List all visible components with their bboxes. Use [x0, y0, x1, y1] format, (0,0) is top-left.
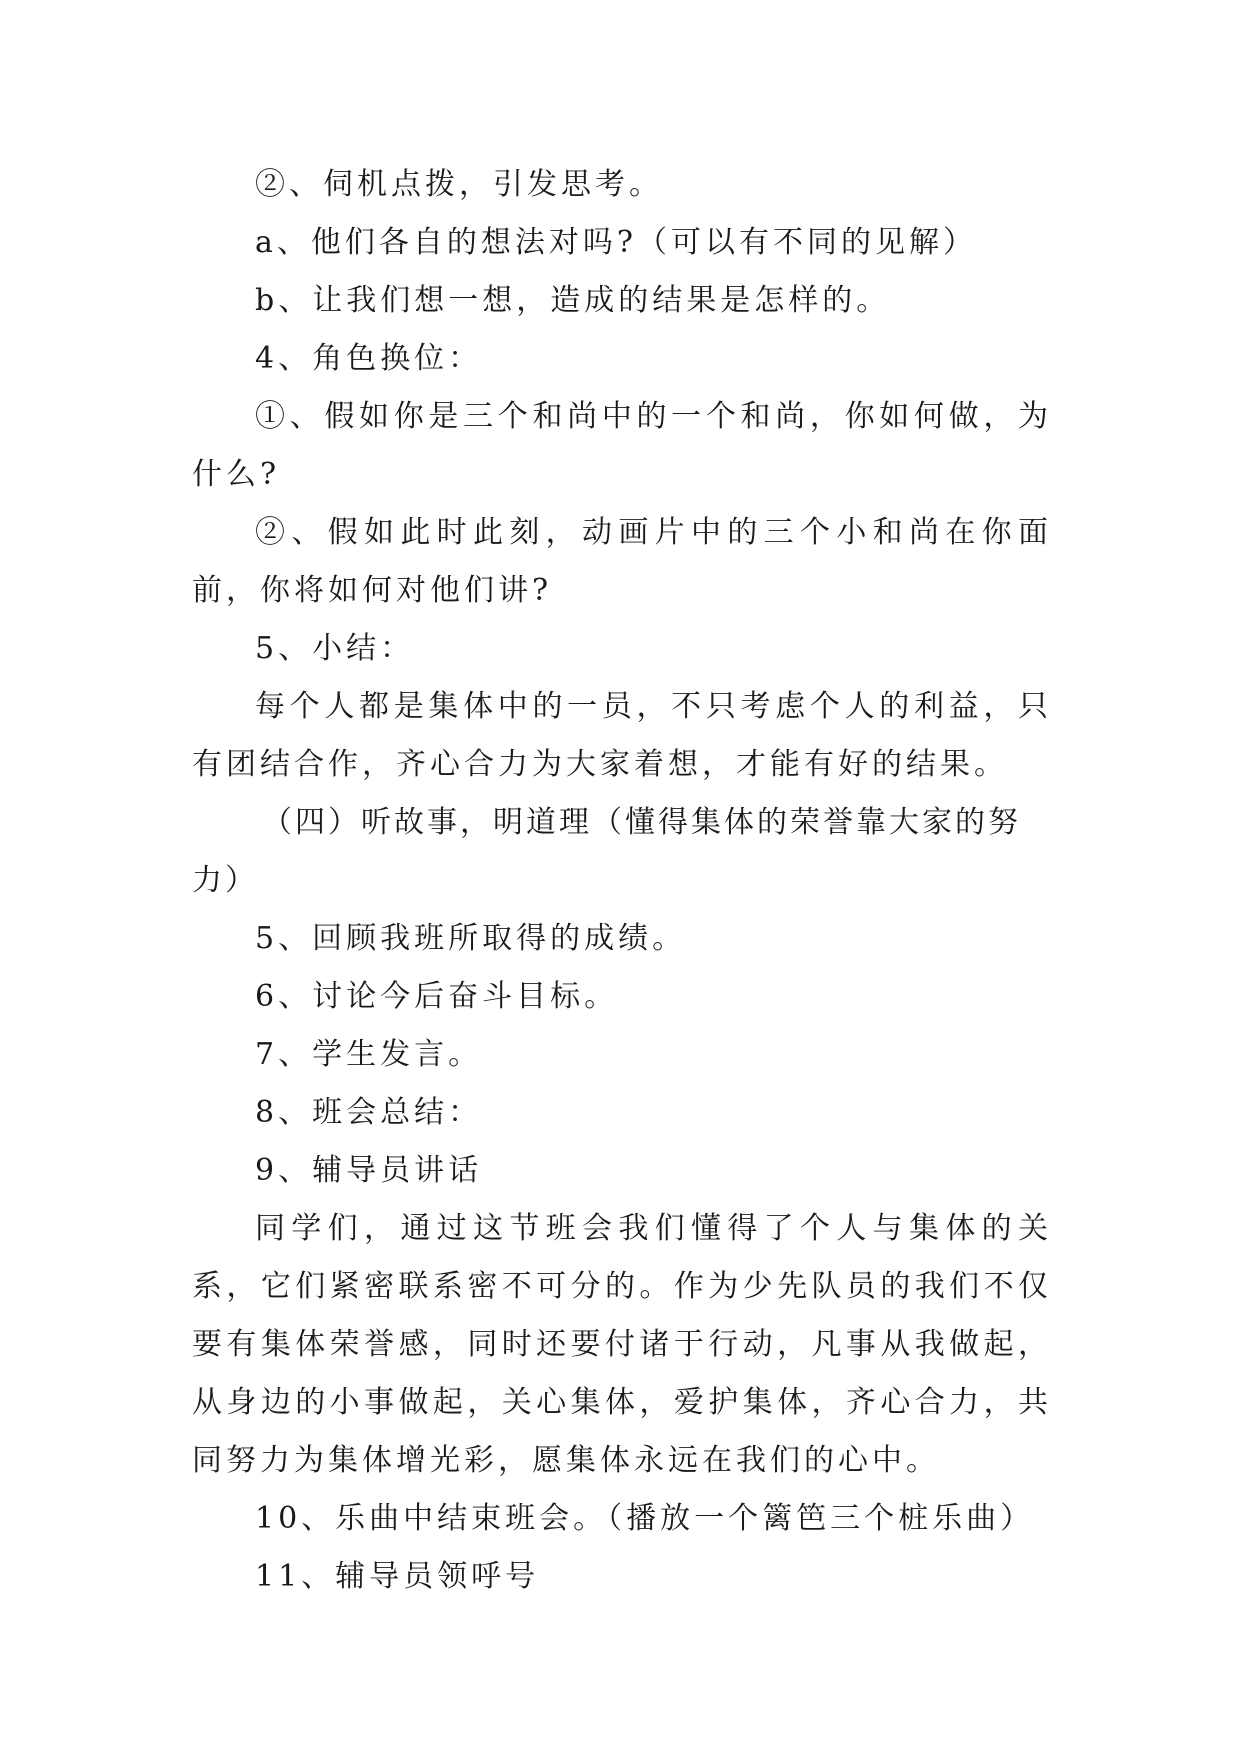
paragraph-summary-heading: 5、小结： — [255, 631, 415, 666]
section-heading-story: （四）听故事，明道理（懂得集体的荣誉靠大家的努力） — [192, 805, 1021, 898]
paragraph-summary-text: 每个人都是集体中的一员，不只考虑个人的利益，只有团结合作，齐心合力为大家着想，才能有好的结果。 — [192, 689, 1052, 782]
paragraph-question-b: b、让我们想一想，造成的结果是怎样的。 — [255, 283, 891, 318]
paragraph-role-swap: 4、角色换位： — [255, 341, 483, 376]
paragraph-question-a: a、他们各自的想法对吗?（可以有不同的见解） — [255, 225, 977, 260]
paragraph-role-swap-1: ①、假如你是三个和尚中的一个和尚，你如何做，为什么? — [192, 399, 1052, 492]
paragraph-slogan: 11、辅导员领呼号 — [255, 1559, 540, 1594]
paragraph-counselor-speech: 9、辅导员讲话 — [255, 1153, 483, 1188]
paragraph-closing-music: 10、乐曲中结束班会。（播放一个篱笆三个桩乐曲） — [255, 1501, 1035, 1536]
paragraph-step-2-hint: ②、伺机点拨，引发思考。 — [255, 167, 663, 202]
paragraph-counselor-speech-text: 同学们，通过这节班会我们懂得了个人与集体的关系，它们紧密联系密不可分的。作为少先队员的我们不仅要有集体荣誉感，同时还要付诸于行动，凡事从我做起，从身边的小事做起，关心集体，爱护集体，齐心合力，共同努力为集体增光彩，愿集体永远在我们的心中。 — [192, 1211, 1052, 1478]
paragraph-review-achievements: 5、回顾我班所取得的成绩。 — [255, 921, 687, 956]
paragraph-meeting-summary: 8、班会总结： — [255, 1095, 483, 1130]
paragraph-role-swap-2: ②、假如此时此刻，动画片中的三个小和尚在你面前，你将如何对他们讲? — [192, 515, 1052, 608]
document-body — [192, 156, 1052, 1606]
paragraph-student-speech: 7、学生发言。 — [255, 1037, 483, 1072]
paragraph-discuss-goals: 6、讨论今后奋斗目标。 — [255, 979, 619, 1014]
